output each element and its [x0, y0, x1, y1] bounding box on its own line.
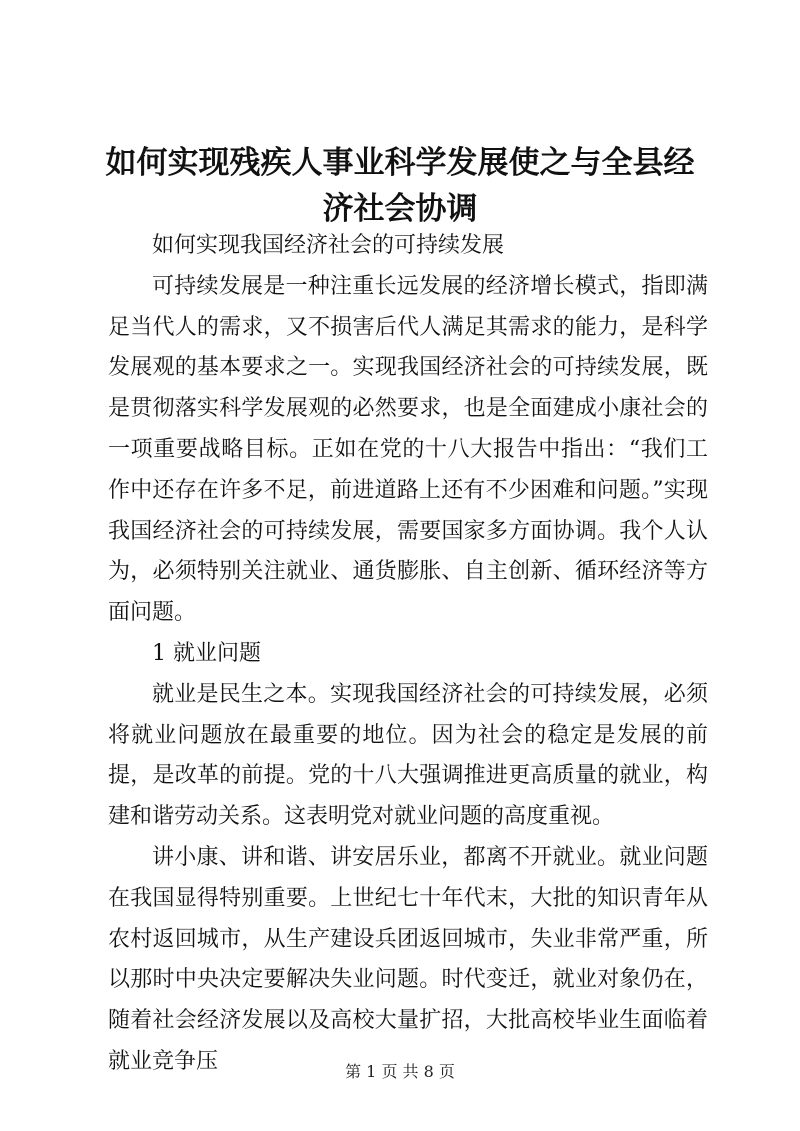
- paragraph-employment-1: 就业是民生之本。实现我国经济社会的可持续发展，必须将就业问题放在最重要的地位。因为社会的稳定是发展的前提，是改革的前提。党的十八大强调推进更高质量的就业，构建和谐劳动关系。这表明党对就业问题的高度重视。: [108, 681, 708, 830]
- paragraph-intro: 可持续发展是一种注重长远发展的经济增长模式，指即满足当代人的需求，又不损害后代人满足其需求的能力，是科学发展观的基本要求之一。实现我国经济社会的可持续发展，既是贯彻落实科学发展观的必然要求，也是全面建成小康社会的一项重要战略目标。正如在党的十八大报告中指出：“我们工作中还存在许多不足，前进道路上还有不少困难和问题。”实现我国经济社会的可持续发展，需要国家多方面协调。我个人认为，必须特别关注就业、通货膨胀、自主创新、循环经济等方面问题。: [108, 273, 708, 626]
- subtitle: 如何实现我国经济社会的可持续发展: [152, 233, 505, 258]
- document-body: [108, 226, 708, 1083]
- section-heading: 1 就业问题: [152, 640, 261, 666]
- page-footer: 第 1 页 共 8 页: [345, 1062, 455, 1081]
- document-title: 如何实现残疾人事业科学发展使之与全县经济社会协调: [105, 145, 695, 227]
- paragraph-employment-2: 讲小康、讲和谐、讲安居乐业，都离不开就业。就业问题在我国显得特别重要。上世纪七十年代末，大批的知识青年从农村返回城市，从生产建设兵团返回城市，失业非常严重，所以那时中央决定要解决失业问题。时代变迁，就业对象仍在，随着社会经济发展以及高校大量扩招，大批高校毕业生面临着就业竞争压: [108, 844, 708, 1074]
